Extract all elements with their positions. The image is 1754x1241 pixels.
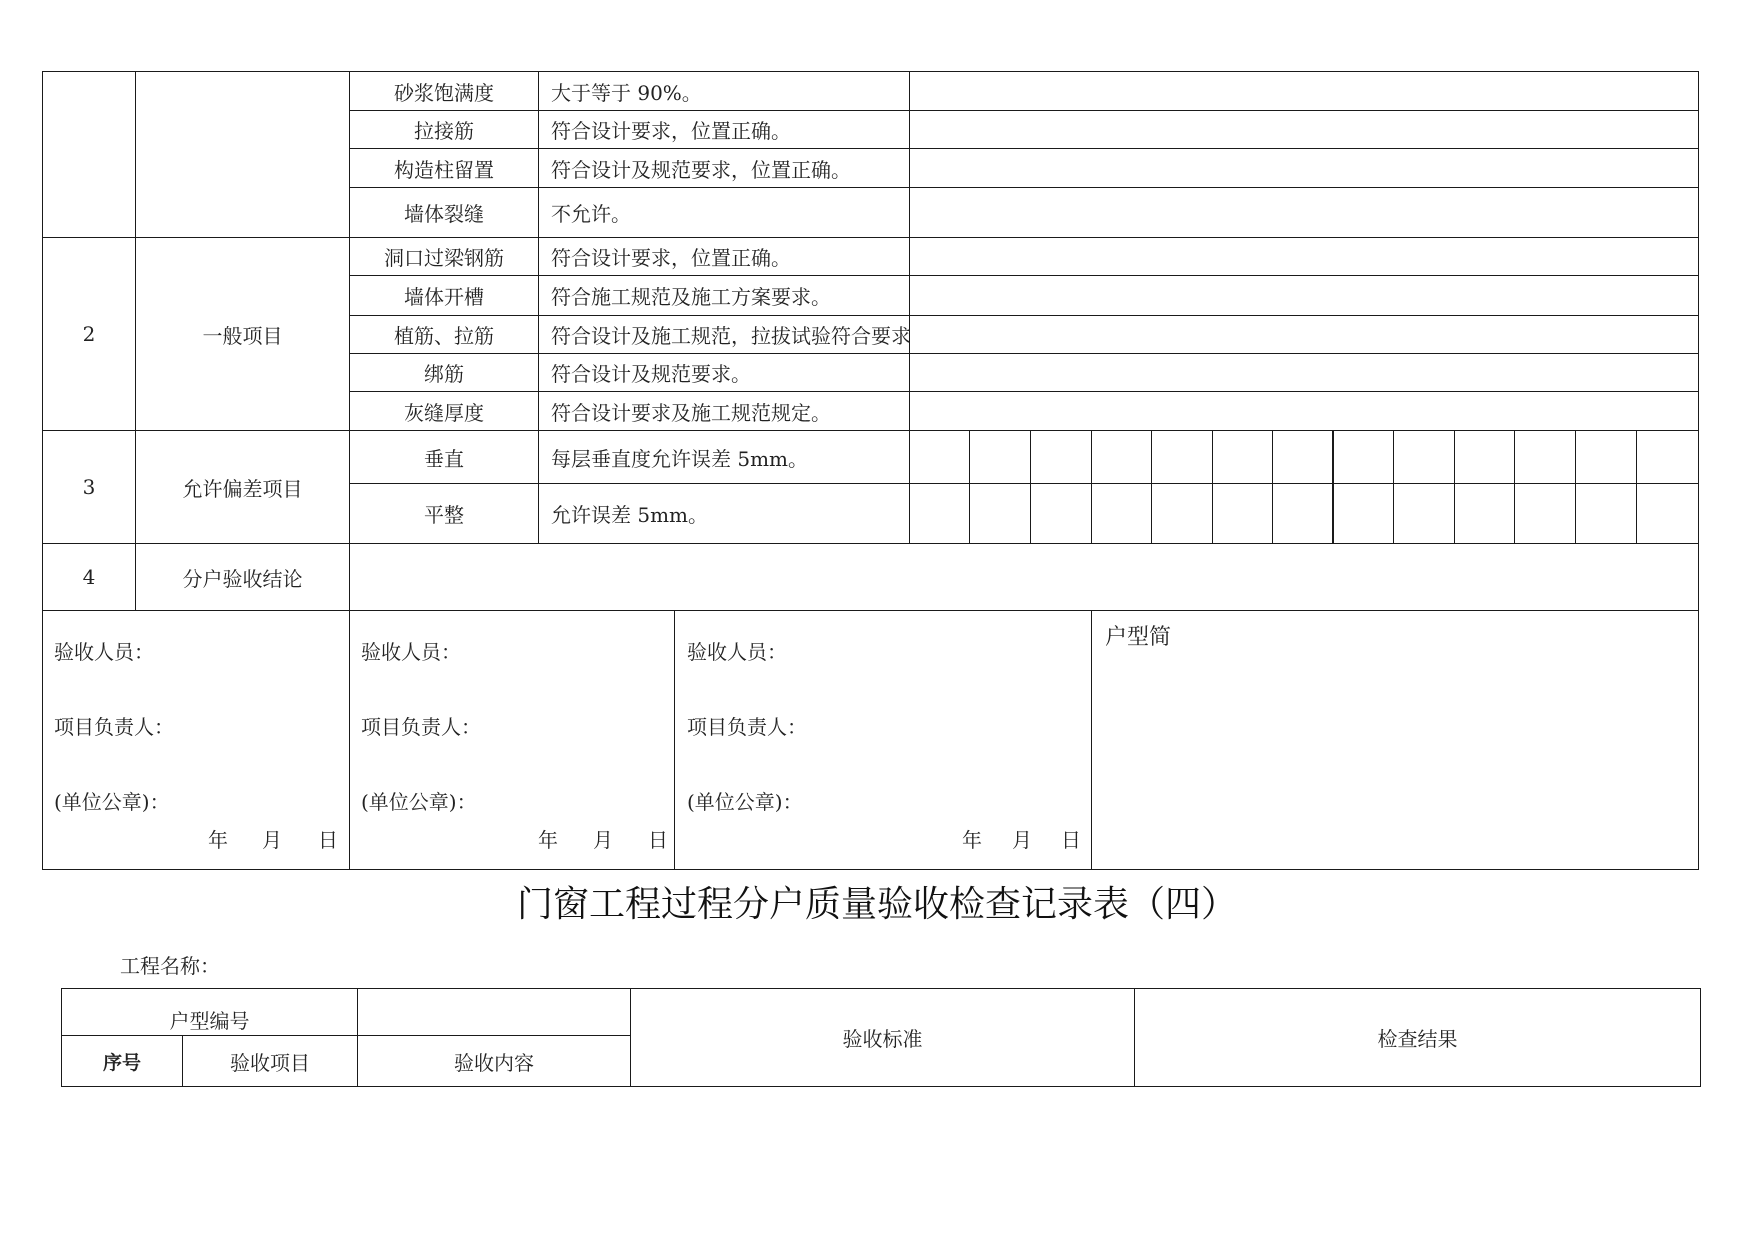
table-border-bottom — [42, 869, 1699, 870]
standard-cell: 符合设计及规范要求。 — [551, 362, 751, 386]
measure-col — [1332, 430, 1334, 543]
standard-cell: 符合施工规范及施工方案要求。 — [551, 285, 831, 309]
standard-cell: 符合设计要求及施工规范规定。 — [551, 400, 831, 425]
measure-col — [1393, 430, 1394, 543]
day-label: 日 — [1061, 828, 1081, 852]
col-divider — [909, 71, 910, 543]
content-cell: 灰缝厚度 — [404, 400, 484, 425]
month-label: 月 — [1012, 828, 1032, 852]
standard-cell: 不允许。 — [551, 202, 631, 226]
manager-label: 项目负责人： — [361, 715, 481, 739]
month-label: 月 — [593, 828, 613, 852]
item-header: 验收项目 — [230, 1050, 310, 1075]
group-no: 3 — [82, 475, 96, 499]
content-cell: 构造柱留置 — [394, 157, 494, 182]
group-name: 分户验收结论 — [182, 566, 303, 591]
standard-cell: 符合设计要求，位置正确。 — [551, 119, 791, 143]
day-label: 日 — [318, 828, 338, 852]
content-cell: 砂浆饱满度 — [394, 80, 494, 105]
table-border-right — [1698, 71, 1699, 869]
content-cell: 植筋、拉筋 — [394, 324, 494, 348]
content-cell: 垂直 — [424, 446, 464, 471]
standard-header: 验收标准 — [842, 1027, 923, 1051]
project-name-label: 工程名称： — [120, 954, 220, 978]
year-label: 年 — [962, 828, 982, 852]
month-label: 月 — [262, 828, 282, 852]
content-cell: 平整 — [424, 503, 464, 527]
table-border-bottom — [61, 1086, 1701, 1087]
group-name: 一般项目 — [202, 323, 283, 348]
manager-label: 项目负责人： — [687, 715, 807, 739]
seal-label: (单位公章)： — [361, 790, 477, 814]
measure-col — [969, 430, 970, 543]
measure-col — [1272, 430, 1273, 543]
year-label: 年 — [538, 828, 558, 852]
content-cell: 墙体开槽 — [404, 285, 484, 309]
seal-label: (单位公章)： — [687, 790, 803, 814]
content-cell: 绑筋 — [424, 362, 464, 386]
col-divider — [674, 610, 675, 869]
standard-cell: 符合设计要求，位置正确。 — [551, 246, 791, 270]
content-cell: 洞口过梁钢筋 — [384, 246, 504, 270]
floorplan-label: 户型简 — [1105, 625, 1172, 650]
group-name: 允许偏差项目 — [182, 476, 303, 501]
year-label: 年 — [208, 828, 228, 852]
group-no: 2 — [82, 322, 96, 346]
day-label: 日 — [648, 828, 668, 852]
measure-col — [1030, 430, 1031, 543]
measure-col — [1091, 430, 1092, 543]
result-header: 检查结果 — [1377, 1027, 1458, 1051]
table-border-right — [1700, 988, 1701, 1086]
group-no: 4 — [82, 565, 96, 589]
measure-col — [1212, 430, 1213, 543]
seal-label: (单位公章)： — [54, 790, 170, 814]
standard-cell: 大于等于 90%。 — [551, 80, 702, 105]
measure-col — [1454, 430, 1455, 543]
content-header: 验收内容 — [454, 1050, 534, 1075]
standard-cell: 允许误差 5mm。 — [551, 503, 709, 527]
unit-type-header: 户型编号 — [169, 1008, 250, 1033]
standard-cell: 符合设计及规范要求，位置正确。 — [551, 157, 851, 182]
measure-col — [1514, 430, 1515, 543]
col-divider — [1091, 610, 1092, 869]
content-cell: 拉接筋 — [414, 119, 474, 143]
standard-cell: 符合设计及施工规范，拉拔试验符合要求 — [551, 324, 911, 348]
inspector-label: 验收人员： — [361, 640, 461, 664]
row-divider — [42, 610, 1699, 611]
manager-label: 项目负责人： — [54, 715, 174, 739]
content-cell: 墙体裂缝 — [404, 202, 484, 226]
no-header: 序号 — [102, 1051, 141, 1074]
standard-cell: 每层垂直度允许误差 5mm。 — [551, 446, 809, 471]
measure-col — [1151, 430, 1152, 543]
measure-col — [1575, 430, 1576, 543]
inspector-label: 验收人员： — [54, 640, 154, 664]
measure-col — [1636, 430, 1637, 543]
inspector-label: 验收人员： — [687, 640, 787, 664]
page-title: 门窗工程过程分户质量验收检查记录表（四） — [516, 884, 1237, 925]
